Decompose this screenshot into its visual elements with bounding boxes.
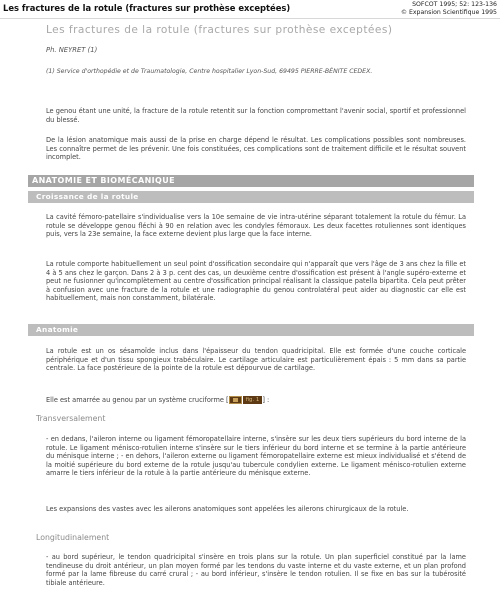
transversalement-paragraph-1: - en dedans, l'aileron interne ou ligament fémoropatellaire interne, s'insère sur les deux tiers supérieurs du bord interne de la rotule. Le ligament ménisco-rotulien interne s'insère sur le tiers inférieur du bord interne et se termine à la partie antérieure du ménisque interne ; - en dehors, l'aileron externe ou ligament fémoropatellaire externe est mieux individualisé et s'étend de la moitié supérieure du bord externe de la rotule jusqu'au tubercule condylien externe. Le ligament ménisco-rotulien externe amarre le tiers inférieur de la rotule à la partie antérieure du ménisque externe.: [46, 435, 466, 477]
article-title: Les fractures de la rotule (fractures sur prothèse exceptées): [46, 24, 393, 36]
anatomie-paragraph-2-text: Elle est amarrée au genou par un système cruciforme [: [46, 396, 229, 404]
figure-thumbnail-icon[interactable]: [229, 396, 242, 404]
intro-paragraph-2: De la lésion anatomique mais aussi de la prise en charge dépend le résultat. Les complications possibles sont nombreuses. Les connaître permet de les prévenir. Une fois constituées, ces complications sont de traitement difficile et le résultat souvent incomplet.: [46, 136, 466, 161]
figure-link[interactable]: fig. 1: [243, 396, 263, 404]
article-author: Ph. NEYRET (1): [46, 46, 98, 54]
longitudinalement-paragraph-1: - au bord supérieur, le tendon quadricipital s'insère en trois plans sur la rotule. Un plan superficiel constitué par la lame tendineuse du droit antérieur, un plan moyen formé par les tendons du vaste interne et du vaste externe, et un plan profond formé par la lame fibreuse du carré crural ; - au bord inférieur, s'insère le tendon rotulien. Il se fixe en bas sur la tubérosité tibiale antérieure.: [46, 553, 466, 587]
copyright-line: © Expansion Scientifique 1995: [400, 8, 497, 16]
section-anatomie-biomecanique: ANATOMIE ET BIOMÉCANIQUE: [28, 175, 474, 187]
croissance-paragraph-1: La cavité fémoro-patellaire s'individualise vers la 10e semaine de vie intra-utérine séparant totalement la rotule du fémur. La rotule se développe genou fléchi à 90 en relation avec les condyles fémoraux. Les deux facettes rotuliennes sont identiques puis, vers la 23e semaine, la face externe devient plus large que la face interne.: [46, 213, 466, 238]
heading-transversalement: Transversalement: [36, 414, 106, 423]
transversalement-paragraph-2: Les expansions des vastes avec les ailerons anatomiques sont appelées les ailerons chirurgicaux de la rotule.: [46, 505, 409, 513]
anatomie-paragraph-2: [46, 396, 466, 405]
subsection-anatomie: Anatomie: [28, 324, 474, 336]
anatomie-paragraph-2-end: ] :: [262, 396, 270, 404]
anatomie-paragraph-1: La rotule est un os sésamoïde inclus dans l'épaisseur du tendon quadricipital. Elle est formée d'une couche corticale périphérique et d'un tissu spongieux trabéculaire. Le cartilage articulaire est particulièrement épais : 5 mm dans sa partie centrale. La face postérieure de la pointe de la rotule est dépourvue de cartilage.: [46, 347, 466, 372]
document-header: [0, 0, 500, 19]
subsection-croissance: Croissance de la rotule: [28, 191, 474, 203]
intro-paragraph-1: Le genou étant une unité, la fracture de la rotule retentit sur la fonction compromettant l'avenir social, sportif et professionnel du blessé.: [46, 107, 466, 124]
croissance-paragraph-2: La rotule comporte habituellement un seul point d'ossification secondaire qui n'apparaît que vers l'âge de 3 ans chez la fille et 4 à 5 ans chez le garçon. Dans 2 à 3 p. cent des cas, un deuxième centre d'ossification est présent à l'angle supéro-externe et peut ne fusionner qu'incomplètement au centre d'ossification principal réalisant la classique patella bipartita. Cela peut prêter à confusion avec une fracture de la rotule et une radiographie du genou controlatéral peut aider au diagnostic car elle est habituellement, mais non constamment, bilatérale.: [46, 260, 466, 302]
journal-citation: SOFCOT 1995; 52: 123-136: [412, 1, 497, 8]
heading-longitudinalement: Longitudinalement: [36, 533, 110, 542]
document-title: Les fractures de la rotule (fractures sur prothèse exceptées): [3, 3, 291, 13]
author-affiliation: (1) Service d'orthopédie et de Traumatologie, Centre hospitalier Lyon-Sud, 69495 PIERRE-BÉNITE CEDEX.: [46, 68, 373, 75]
journal-reference: [401, 1, 497, 16]
